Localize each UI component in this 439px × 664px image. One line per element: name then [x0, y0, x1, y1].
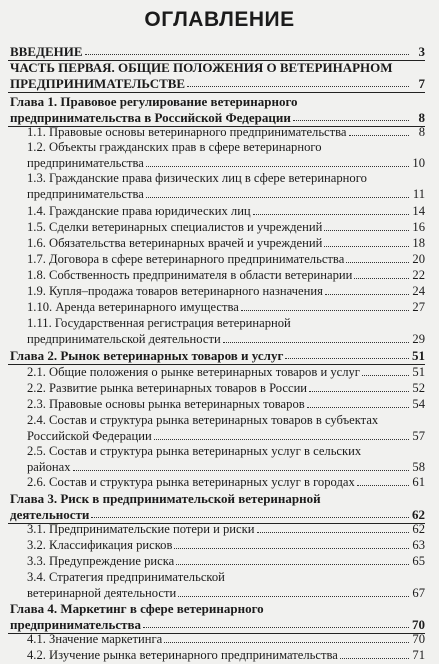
toc-entry-text: ЧАСТЬ ПЕРВАЯ. ОБЩИЕ ПОЛОЖЕНИЯ О ВЕТЕРИНАРНОМ	[10, 60, 393, 75]
toc-entry-text: предпринимательства	[27, 186, 144, 201]
dot-leader	[253, 214, 409, 215]
toc-section-entry	[27, 538, 425, 554]
dot-leader	[325, 294, 409, 295]
toc-section-entry	[27, 570, 425, 601]
dot-leader	[324, 246, 409, 247]
dot-leader	[146, 166, 409, 167]
dot-leader	[346, 262, 409, 263]
toc-entry-text: Российской Федерации	[27, 428, 152, 443]
dot-leader	[309, 391, 409, 392]
toc-page-number: 70	[412, 616, 425, 632]
dot-leader	[91, 517, 409, 518]
toc-section-entry	[27, 365, 425, 381]
toc-entry-text: Глава 2. Рынок ветеринарных товаров и услуг	[10, 348, 284, 363]
dot-leader	[73, 470, 409, 471]
toc-section-entry	[27, 444, 425, 475]
toc-entry-text: 1.9. Купля–продажа товаров ветеринарного назначения	[27, 284, 323, 298]
toc-page-number: 70	[412, 632, 425, 646]
toc-page-number: 3	[418, 44, 425, 59]
toc-entry-text: 2.6. Состав и структура рынка ветеринарных услуг в городах	[27, 475, 355, 489]
toc-entry-text: 1.5. Сделки ветеринарных специалистов и учреждений	[27, 220, 323, 234]
toc-section-entry	[27, 554, 425, 570]
toc-page-number: 11	[412, 186, 425, 201]
toc-section-entry	[27, 125, 425, 141]
toc-entry-text: 1.11. Государственная регистрация ветеринарной	[27, 316, 291, 330]
toc-entry-text: Глава 3. Риск в предпринимательской ветеринарной	[10, 491, 321, 506]
dot-leader	[285, 358, 409, 359]
toc-page-number: 61	[412, 475, 425, 489]
toc-entry-text: 3.1. Предпринимательские потери и риски	[27, 522, 255, 536]
toc-chapter-entry	[10, 94, 425, 125]
dot-leader	[178, 596, 409, 597]
toc-page-number: 51	[412, 365, 425, 379]
toc-entry-text: 1.4. Гражданские права юридических лиц	[27, 204, 251, 218]
toc-entry-text: 2.4. Состав и структура рынка ветеринарных товаров в субъектах	[27, 413, 379, 427]
toc-page-number: 71	[412, 648, 425, 662]
toc-page-number: 51	[412, 348, 425, 363]
toc-entry-text: 4.2. Изучение рынка ветеринарного предпринимательства	[27, 648, 338, 662]
dot-leader	[164, 642, 409, 643]
toc-entry-text: 4.1. Значение маркетинга	[27, 632, 163, 646]
dot-leader	[307, 407, 409, 408]
toc-page-number: 63	[412, 538, 425, 552]
toc-entry-text: районах	[27, 459, 71, 474]
toc-page-number: 62	[412, 522, 425, 536]
toc-entry-text: ПРЕДПРИНИМАТЕЛЬСТВЕ	[10, 75, 186, 91]
toc-entry-text: 1.6. Обязательства ветеринарных врачей и учреждений	[27, 236, 323, 250]
toc-section-entry	[27, 316, 425, 347]
dot-leader	[357, 485, 409, 486]
toc-section-entry	[27, 413, 425, 444]
toc-page-number: 18	[412, 236, 425, 250]
dot-leader	[354, 278, 409, 279]
toc-page-number: 65	[412, 554, 425, 568]
toc-page-number: 22	[412, 268, 425, 282]
toc-section-entry	[27, 522, 425, 538]
toc-entry-text: предпринимательства	[10, 616, 142, 632]
toc-page-number: 8	[418, 125, 425, 139]
toc-entry-text: 3.2. Классификация рисков	[27, 538, 173, 552]
toc-entry-text: ВВЕДЕНИЕ	[10, 44, 83, 59]
toc-page-number: 14	[412, 204, 425, 218]
dot-leader	[154, 439, 409, 440]
toc-page-number: 10	[412, 155, 425, 170]
dot-leader	[174, 548, 409, 549]
dot-leader	[143, 627, 409, 628]
toc-entry-text: предпринимательства в Российской Федерации	[10, 109, 291, 125]
toc-page-number: 54	[412, 397, 425, 411]
toc-entry-text: 3.3. Предупреждение риска	[27, 554, 175, 568]
toc-chapter-entry	[10, 601, 425, 632]
toc-section-entry	[27, 475, 425, 491]
toc-page-number: 8	[418, 109, 425, 125]
toc-entry-text: 1.3. Гражданские права физических лиц в сфере ветеринарного	[27, 171, 367, 185]
toc-section-entry	[27, 397, 425, 413]
heading-underline	[8, 92, 425, 93]
toc-entry-text: деятельности	[10, 506, 90, 522]
toc-entry-text: 1.2. Объекты гражданских прав в сфере ветеринарного	[27, 140, 322, 154]
dot-leader	[340, 658, 409, 659]
toc-entry-text: 2.1. Общие положения о рынке ветеринарных товаров и услуг	[27, 365, 360, 379]
toc-entry-text: Глава 4. Маркетинг в сфере ветеринарного	[10, 601, 264, 616]
dot-leader	[85, 54, 409, 55]
toc-section-entry	[27, 252, 425, 268]
dot-leader	[146, 197, 409, 198]
toc-part-entry	[10, 44, 425, 60]
dot-leader	[187, 86, 409, 87]
dot-leader	[324, 230, 409, 231]
toc-page-number: 29	[412, 331, 425, 346]
dot-leader	[241, 310, 409, 311]
dot-leader	[349, 135, 409, 136]
dot-leader	[257, 532, 410, 533]
dot-leader	[362, 375, 409, 376]
toc-entry-text: предпринимательства	[27, 155, 144, 170]
dot-leader	[293, 120, 409, 121]
toc-entry-text: 2.5. Состав и структура рынка ветеринарных услуг в сельских	[27, 444, 362, 458]
toc-page-number: 24	[412, 284, 425, 298]
toc-page-number: 16	[412, 220, 425, 234]
toc-section-entry	[27, 204, 425, 220]
toc-chapter-entry	[10, 491, 425, 522]
toc-section-entry	[27, 632, 425, 648]
toc-section-entry	[27, 171, 425, 202]
dot-leader	[223, 342, 409, 343]
toc-entry-text: 2.2. Развитие рынка ветеринарных товаров в России	[27, 381, 308, 395]
toc-page-number: 20	[412, 252, 425, 266]
toc-chapter-entry	[10, 348, 425, 364]
toc-section-entry	[27, 220, 425, 236]
toc-entry-text: 1.1. Правовые основы ветеринарного предпринимательства	[27, 125, 347, 139]
toc-page-number: 7	[418, 75, 425, 91]
toc-entry-text: Глава 1. Правовое регулирование ветеринарного	[10, 94, 298, 109]
toc-entry-text: предпринимательской деятельности	[27, 331, 221, 346]
dot-leader	[176, 564, 409, 565]
toc-entry-text: 1.7. Договора в сфере ветеринарного предпринимательства	[27, 252, 345, 266]
toc-entry-text: 3.4. Стратегия предпринимательской	[27, 570, 225, 584]
toc-page-number: 67	[412, 585, 425, 600]
toc-section-entry	[27, 236, 425, 252]
toc-section-entry	[27, 268, 425, 284]
toc-section-entry	[27, 284, 425, 300]
toc-section-entry	[27, 140, 425, 171]
toc-page-number: 62	[412, 506, 425, 522]
toc-section-entry	[27, 300, 425, 316]
toc-section-entry	[27, 648, 425, 664]
toc-section-entry	[27, 381, 425, 397]
toc-entry-text: 1.8. Собственность предпринимателя в области ветеринарии	[27, 268, 353, 282]
toc-page-number: 52	[412, 381, 425, 395]
page-title: ОГЛАВЛЕНИЕ	[144, 8, 295, 31]
toc-page-number: 58	[412, 459, 425, 474]
toc-entry-text: 2.3. Правовые основы рынка ветеринарных товаров	[27, 397, 305, 411]
toc-page-number: 27	[412, 300, 425, 314]
toc-page-number: 57	[412, 428, 425, 443]
toc-entry-text: ветеринарной деятельности	[27, 585, 177, 600]
toc-part-entry	[10, 60, 425, 91]
toc-entry-text: 1.10. Аренда ветеринарного имущества	[27, 300, 239, 314]
